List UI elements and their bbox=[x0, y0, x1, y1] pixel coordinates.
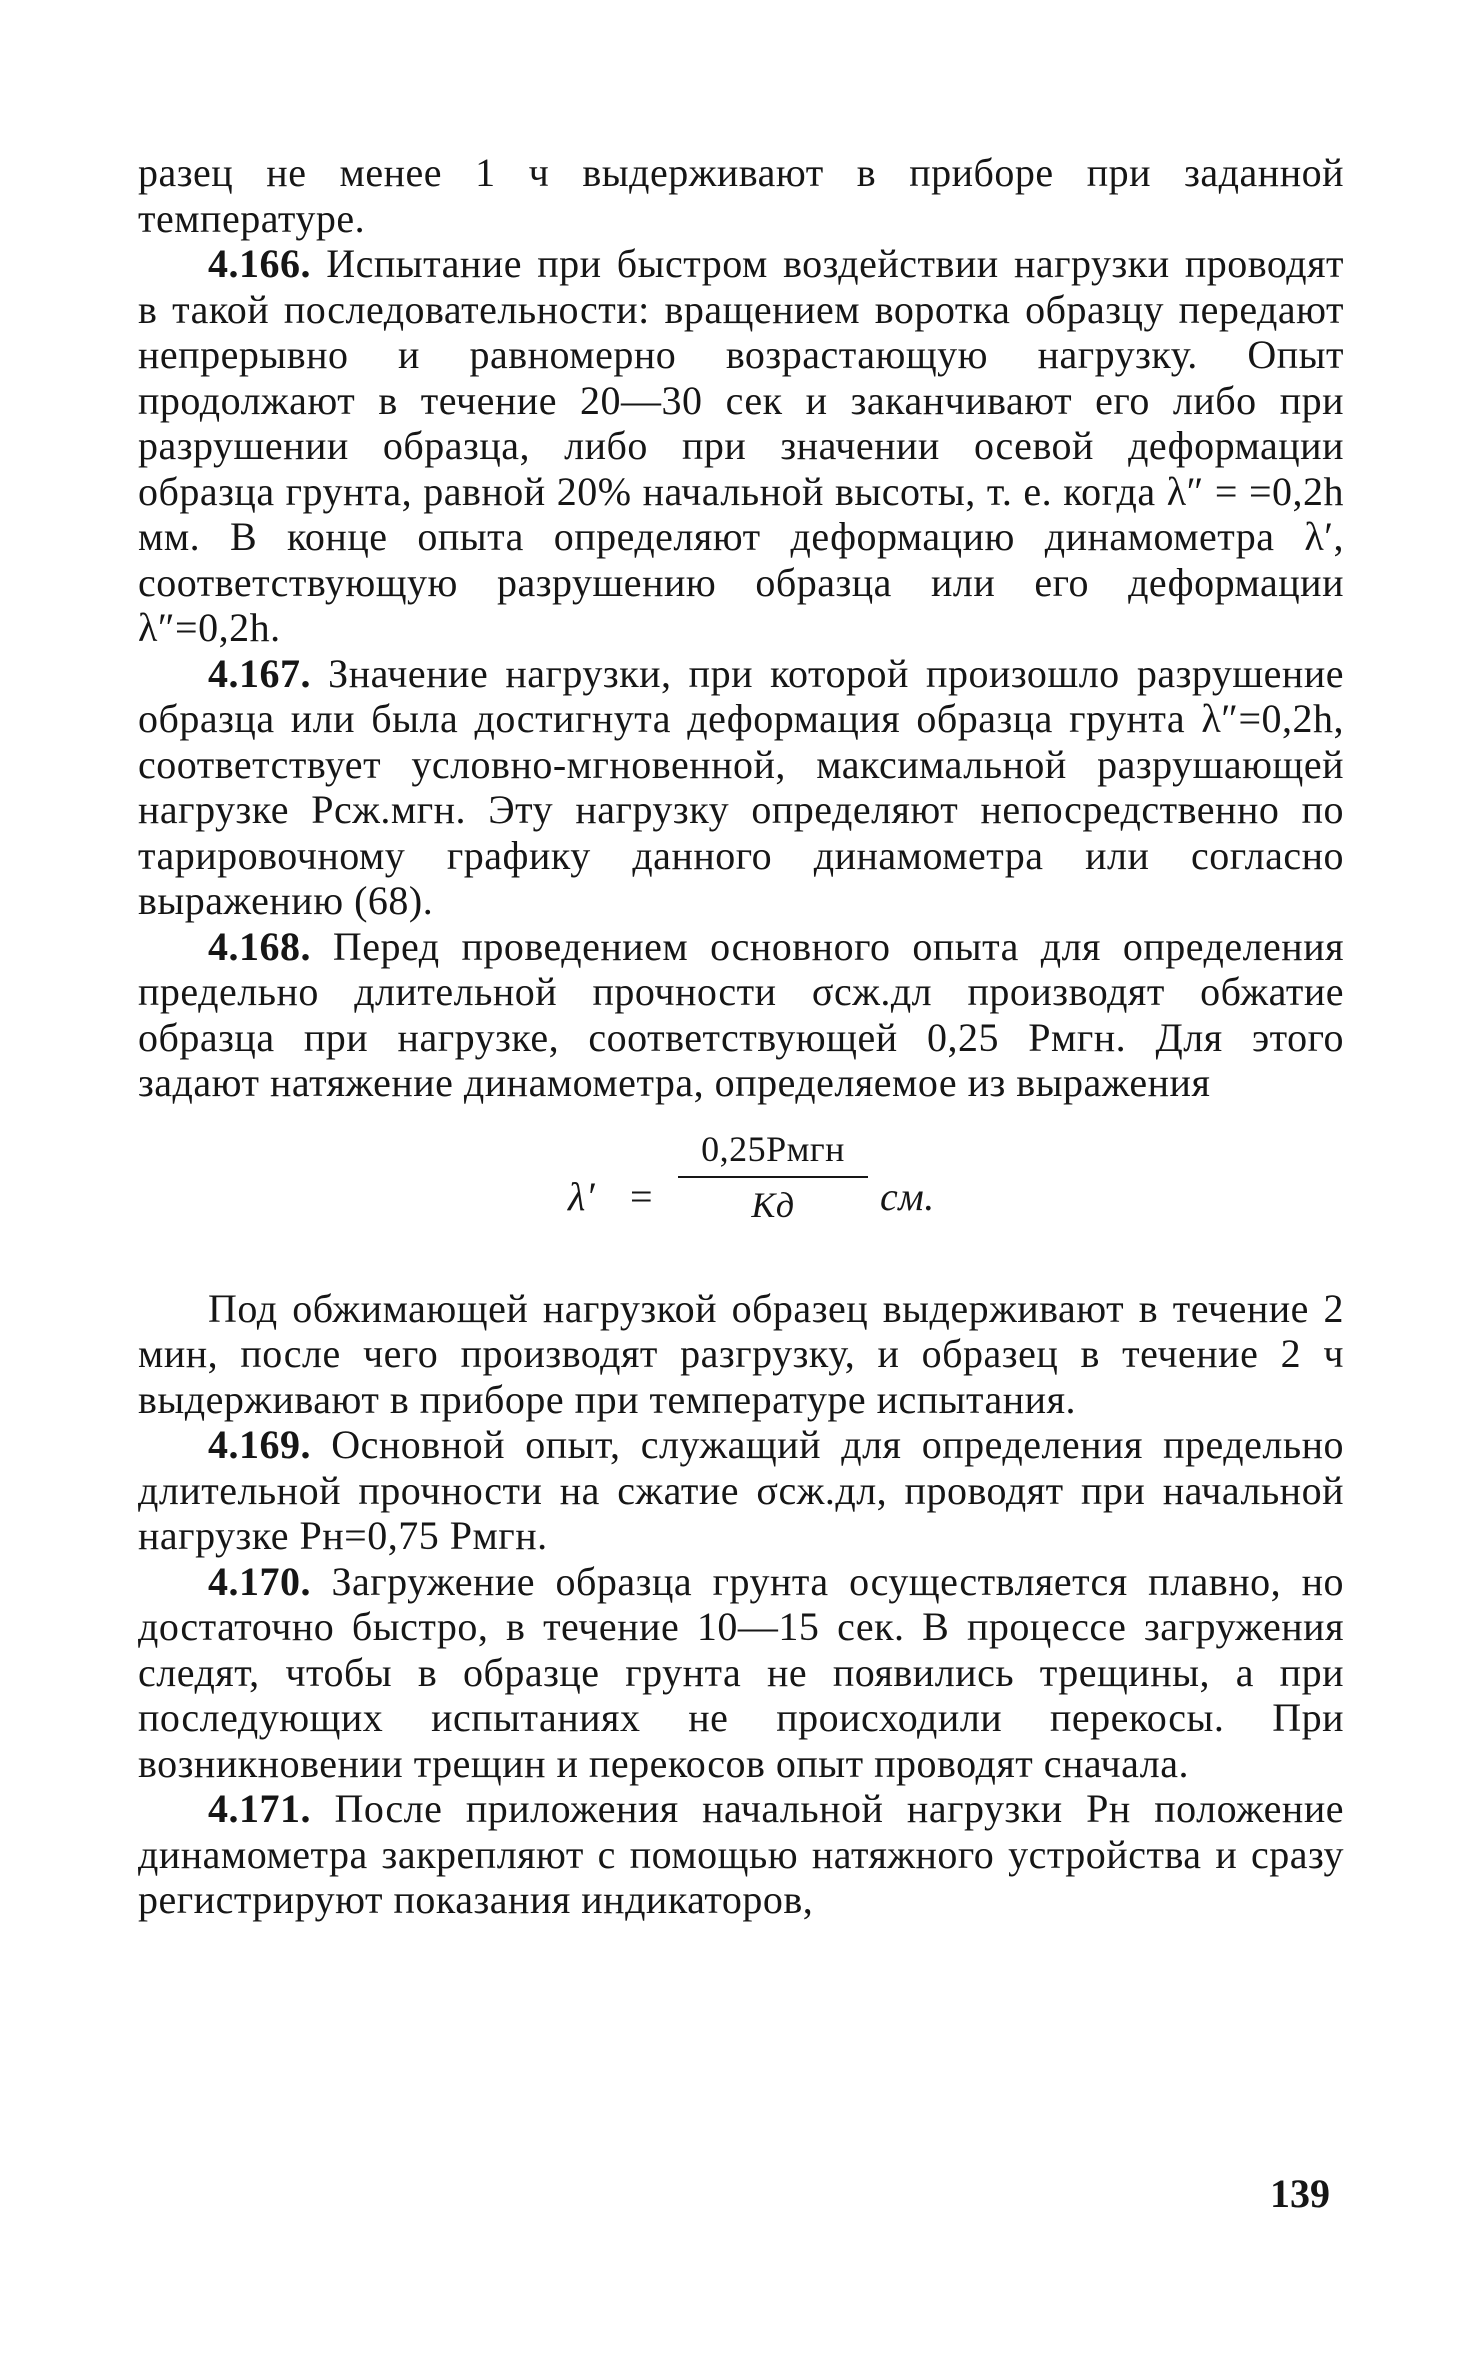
body-text bbox=[138, 150, 1344, 1923]
page-number: 139 bbox=[1270, 2171, 1330, 2216]
paragraph-text: Испытание при быстром воздействии нагрузки проводят в такой последовательности: вращением воротка образцу передают непрерывно и равномерно возрастающую нагрузку. Опыт продолжают в течение 20—30 сек и заканчивают его либо при разрушении образца, либо при значении осевой деформации образца грунта, равной 20% начальной высоты, т. е. когда λ″ = =0,2h мм. В конце опыта определяют деформацию динамометра λ′, соответствующую разрушению образца или его деформации λ″=0,2h. bbox=[138, 241, 1344, 650]
paragraph-4-169 bbox=[138, 1422, 1344, 1559]
paragraph-text: После приложения начальной нагрузки Pн положение динамометра закрепляют с помощью натяжного устройства и сразу регистрируют показания индикаторов, bbox=[138, 1786, 1344, 1922]
formula-equals: = bbox=[630, 1173, 654, 1219]
paragraph-text: Под обжимающей нагрузкой образец выдерживают в течение 2 мин, после чего производят разгрузку, и образец в течение 2 ч выдерживают в приборе при температуре испытания. bbox=[138, 1285, 1344, 1422]
formula-fraction bbox=[678, 1126, 868, 1228]
paragraph-text: Основной опыт, служащий для определения предельно длительной прочности на сжатие σсж.дл, проводят при начальной нагрузке Pн=0,75 Pмгн. bbox=[138, 1422, 1344, 1558]
formula-denominator: Kд bbox=[751, 1184, 795, 1225]
paragraph-number: 4.171. bbox=[208, 1786, 311, 1831]
paragraph-number: 4.170. bbox=[208, 1558, 311, 1604]
paragraph-text: Перед проведением основного опыта для определения предельно длительной прочности σсж.дл производят обжатие образца при нагрузке, соответствующей 0,25 Pмгн. Для этого задают натяжение динамометра, определяемое из выражения bbox=[138, 923, 1344, 1105]
paragraph-text: Загружение образца грунта осуществляется плавно, но достаточно быстро, в течение 10—15 сек. В процессе загружения следят, чтобы в образце грунта не появились трещины, а при последующих испытаниях не происходили перекосы. При возникновении трещин и перекосов опыт проводят сначала. bbox=[138, 1558, 1344, 1786]
paragraph-number: 4.166. bbox=[208, 241, 311, 286]
paragraph-text: разец не менее 1 ч выдерживают в приборе при заданной температуре. bbox=[138, 150, 1344, 241]
formula-lambda bbox=[138, 1118, 1344, 1268]
formula-numerator: 0,25Pмгн bbox=[701, 1128, 845, 1169]
formula-lhs: λ′ bbox=[568, 1173, 596, 1219]
paragraph-after-formula bbox=[138, 1286, 1344, 1423]
paragraph-number: 4.169. bbox=[208, 1422, 311, 1467]
paragraph-4-166 bbox=[138, 241, 1344, 651]
paragraph-4-167 bbox=[138, 651, 1344, 924]
fraction-bar bbox=[678, 1176, 868, 1178]
paragraph-4-170 bbox=[138, 1559, 1344, 1787]
formula-unit: см. bbox=[880, 1173, 935, 1219]
paragraph-number: 4.167. bbox=[208, 650, 311, 696]
paragraph-4-171 bbox=[138, 1786, 1344, 1923]
paragraph-continuation bbox=[138, 150, 1344, 241]
paragraph-number: 4.168. bbox=[208, 923, 311, 969]
paragraph-4-168 bbox=[138, 924, 1344, 1106]
paragraph-text: Значение нагрузки, при которой произошло разрушение образца или была достигнута деформация образца грунта λ″=0,2h, соответствует условно-мгновенной, максимальной разрушающей нагрузке Pсж.мгн. Эту нагрузку определяют непосредственно по тарировочному графику данного динамометра или согласно выражению (68). bbox=[138, 650, 1344, 923]
